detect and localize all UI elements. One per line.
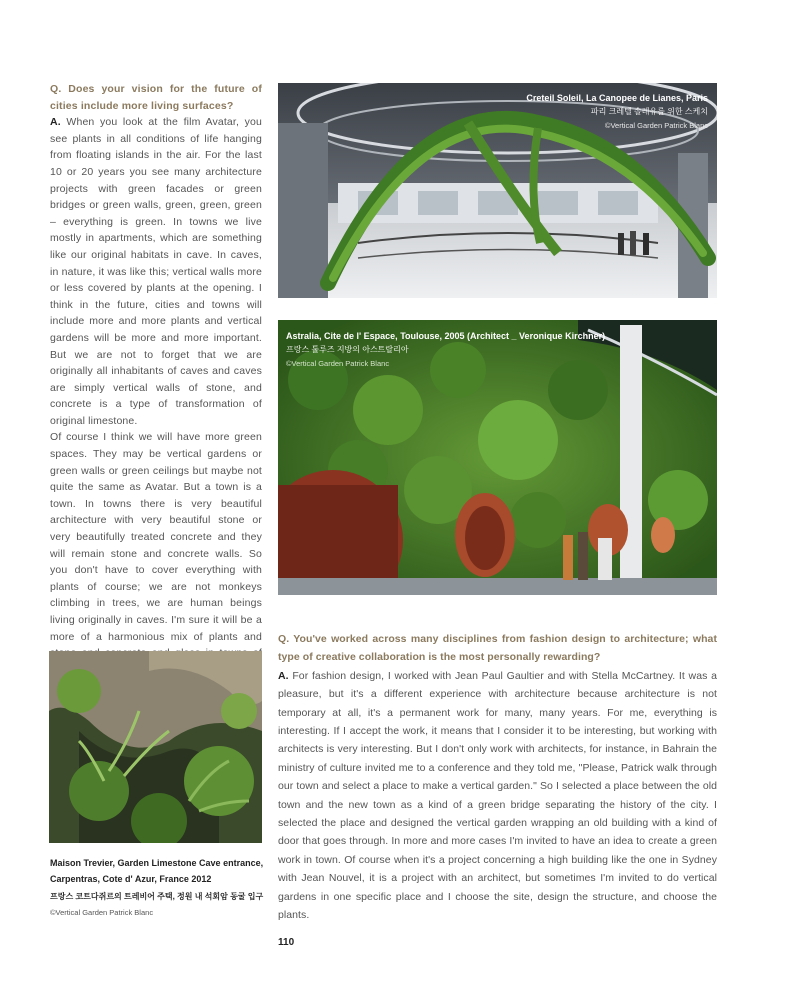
caption-title: Creteil Soleil, La Canopee de Lianes, Paris xyxy=(526,93,708,103)
answer-marker: A. xyxy=(50,116,61,129)
caption-title-line2: Carpentras, Cote d' Azur, France 2012 xyxy=(50,874,212,884)
caption-title-line1: Maison Trevier, Garden Limestone Cave entrance, xyxy=(50,858,264,868)
left-column-text xyxy=(50,81,262,678)
right-column-text xyxy=(278,630,717,925)
photo-maison-trevier xyxy=(49,651,262,843)
maison-trevier-image xyxy=(49,651,262,843)
caption-korean: 프랑스 코트다쥐르의 트레비어 주택, 정원 내 석회암 동굴 입구 xyxy=(50,892,264,901)
caption-astralia xyxy=(286,329,706,371)
answer-paragraph-2: Of course I think we will have more green spaces. They may be vertical gardens or green walls or green ceilings but maybe not quite the same as Avatar. But a town is a town. In towns there is very beautiful architecture with very beautiful stone or very beautifully treated concrete and they will remain stone and concrete walls. So you don't have to cover everything with plants of course; we are not monkeys climbing in trees, we are human beings living originally in caves. I'm sure it will be a more of a harmonious mix of plants and xyxy=(50,431,262,643)
caption-title: Astralia, Cite de l' Espace, Toulouse, 2005 (Architect _ Veronique Kirchner) xyxy=(286,331,606,341)
page-number: 110 xyxy=(278,937,295,948)
question-heading: Q. You've worked across many disciplines from fashion design to architecture; what type of creative collaboration is the most personally rewarding? xyxy=(278,633,717,664)
caption-maison-trevier xyxy=(50,856,280,920)
answer-marker: A. xyxy=(278,669,289,682)
caption-credit: ©Vertical Garden Patrick Blanc xyxy=(50,908,154,917)
answer-paragraph-1 xyxy=(50,114,262,429)
answer-paragraph xyxy=(278,667,717,925)
answer-text: When you look at the film Avatar, you see plants in all conditions of life hanging from floating islands in the air. For the last 10 or 20 years you see many architecture projects with green facades or green bridges or green walls, green, green, green – everything is green. In towns we live mostly in apartments, which are something like our original habitats in cave. In caves, in nature, it was like this; vertical walls more or less covered by plants at the opening. I think in the future, cities and towns will include more and more plants and vertical gardens will be more and more important. But we are not to forget that we are originally all inhabitants of caves and caves are simply vertical walls of stone, and concrete is a type of transformation of original limestone. xyxy=(50,116,262,427)
caption-credit: ©Vertical Garden Patrick Blanc xyxy=(604,121,708,130)
caption-creteil xyxy=(430,91,708,133)
question-heading: Q. Does your vision for the future of cities include more living surfaces? xyxy=(50,83,262,112)
caption-korean: 프랑스 툴루즈 지방의 아스트랄리아 xyxy=(286,345,409,354)
caption-korean: 파리 크레텔 솔레유를 위한 스케치 xyxy=(590,107,708,116)
caption-credit: ©Vertical Garden Patrick Blanc xyxy=(286,359,390,368)
answer-text: For fashion design, I worked with Jean Paul Gaultier and with Stella McCartney. It was a pleasure, but it's a different experience with architecture because architecture is not temporary at all, it's a permanent work for many, many years. For me, everything is interesting. If I accept the work, it means that I consider it to be interesting, but working with architects is very interesting. But I don't only work with architects, for instance, in Bahrain the ministry of culture invited me to a conference and they told me, "Please, Patrick walk through our town and select a place to make a vertical garden." So I selected a place between the old town and the new town as a kind of a green bridge separating the history of the city. I selected the place and designed the vertical garden wrapping an old building with a kind of door that goes through. In more and more cases I'm invited to have an idea to create a green work in town. Of course when it's a project concerning a high building like the one in Sydney with Jean Nouvel, it is a project with an architect, but sometimes I'm invited to do vertical gardens in one specific place and I choose the site, design the structure, and choose the plants. xyxy=(278,669,717,922)
